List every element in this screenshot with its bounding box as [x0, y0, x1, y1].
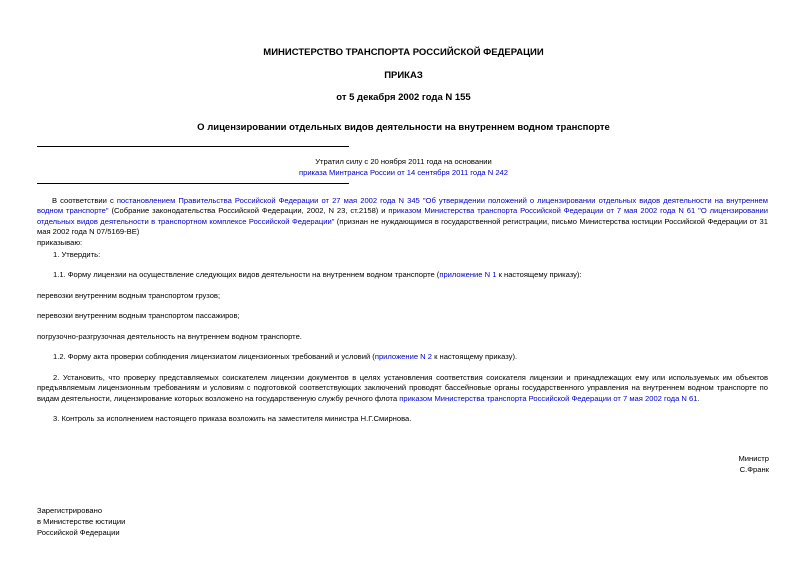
clause-1-1	[53, 270, 768, 280]
status-link[interactable]: приказа Минтранса России от 14 сентября 2011 года N 242	[298, 168, 508, 177]
clause-2-order-61-link[interactable]: приказом Министерства транспорта Российской Федерации от 7 мая 2002 года N 61	[399, 393, 698, 403]
clause-1-2	[53, 352, 768, 362]
signature-position: Министр	[738, 454, 769, 463]
preamble-link-order-61[interactable]: приказом Министерства транспорта Российской Федерации от 7 мая 2002 года N 61 "О лицензировании отдельных видов деятельности в транспортном комплексе Российской Федерации"	[37, 206, 768, 226]
clause-2	[37, 373, 768, 404]
appendix-2-link[interactable]: приложение N 2	[374, 352, 432, 361]
list-item-cargo: перевозки внутренним водным транспортом грузов;	[37, 291, 221, 300]
appendix-1-link[interactable]: приложение N 1	[439, 270, 497, 279]
registration-note	[37, 505, 125, 538]
clause-1: 1. Утвердить:	[53, 250, 101, 259]
signature-block	[738, 453, 769, 475]
preamble-link-decree-345[interactable]: постановлением Правительства Российской Федерации от 27 мая 2002 года N 345 "Об утверждении положений о лицензировании отдельных видов деятельности на внутреннем водном транспорте"	[37, 196, 769, 216]
registration-line-3: Российской Федерации	[37, 528, 120, 537]
clause-1-2-tail: к настоящему приказу).	[431, 352, 518, 361]
order-word: приказываю:	[37, 238, 83, 247]
signature-name: С.Франк	[739, 465, 769, 474]
clause-3: 3. Контроль за исполнением настоящего приказа возложить на заместителя министра Н.Г.Смирнова.	[53, 414, 412, 423]
registration-line-2: в Министерстве юстиции	[37, 517, 126, 526]
clause-1-2-text: 1.2. Форму акта проверки соблюдения лицензиатом лицензионных требований и условий (	[53, 352, 375, 361]
doc-type-heading: ПРИКАЗ	[384, 70, 423, 81]
clause-1-1-text: 1.1. Форму лицензии на осуществление следующих видов деятельности на внутреннем водном транспорте (	[53, 270, 440, 279]
preamble-text-3: (признан не нуждающимся в государственной регистрации, письмо Министерства юстиции Российской Федерации от 31 мая 2002 года N 07/5169-ВЕ)	[37, 216, 768, 237]
status-note	[0, 156, 807, 178]
ministry-heading: МИНИСТЕРСТВО ТРАНСПОРТА РОССИЙСКОЙ ФЕДЕРАЦИИ	[263, 47, 544, 58]
registration-line-1: Зарегистрировано	[37, 506, 103, 515]
date-number-heading: от 5 декабря 2002 года N 155	[336, 92, 471, 103]
document-title: О лицензировании отдельных видов деятельности на внутреннем водном транспорте	[197, 122, 610, 133]
preamble-text-1: В соответствии с	[52, 196, 117, 205]
preamble-paragraph	[37, 196, 768, 238]
divider-top	[37, 146, 349, 147]
divider-bottom	[37, 183, 349, 184]
clause-2-tail: .	[697, 393, 700, 403]
clause-1-1-tail: к настоящему приказу):	[496, 270, 582, 279]
list-item-passengers: перевозки внутренним водным транспортом пассажиров;	[37, 311, 240, 320]
status-line: Утратил силу с 20 ноября 2011 года на основании	[315, 157, 492, 166]
preamble-text-2: (Собрание законодательства Российской Федерации, 2002, N 23, ст.2158) и	[108, 206, 389, 216]
list-item-loading: погрузочно-разгрузочная деятельность на внутреннем водном транспорте.	[37, 332, 302, 341]
clause-2-text: 2. Установить, что проверку представляемых соискателем лицензии документов в целях установления соответствия соискателя лицензии и принадлежащих ему или используемых им объектов предъявляемым лицензионным требованиям и условиям с подготовкой соответствующих заключений проводят бассейновые органы государственного управления на внутреннем водном транспорте по видам деятельности, лицензирование которых возложено на государственную службу речного флота	[37, 373, 768, 403]
